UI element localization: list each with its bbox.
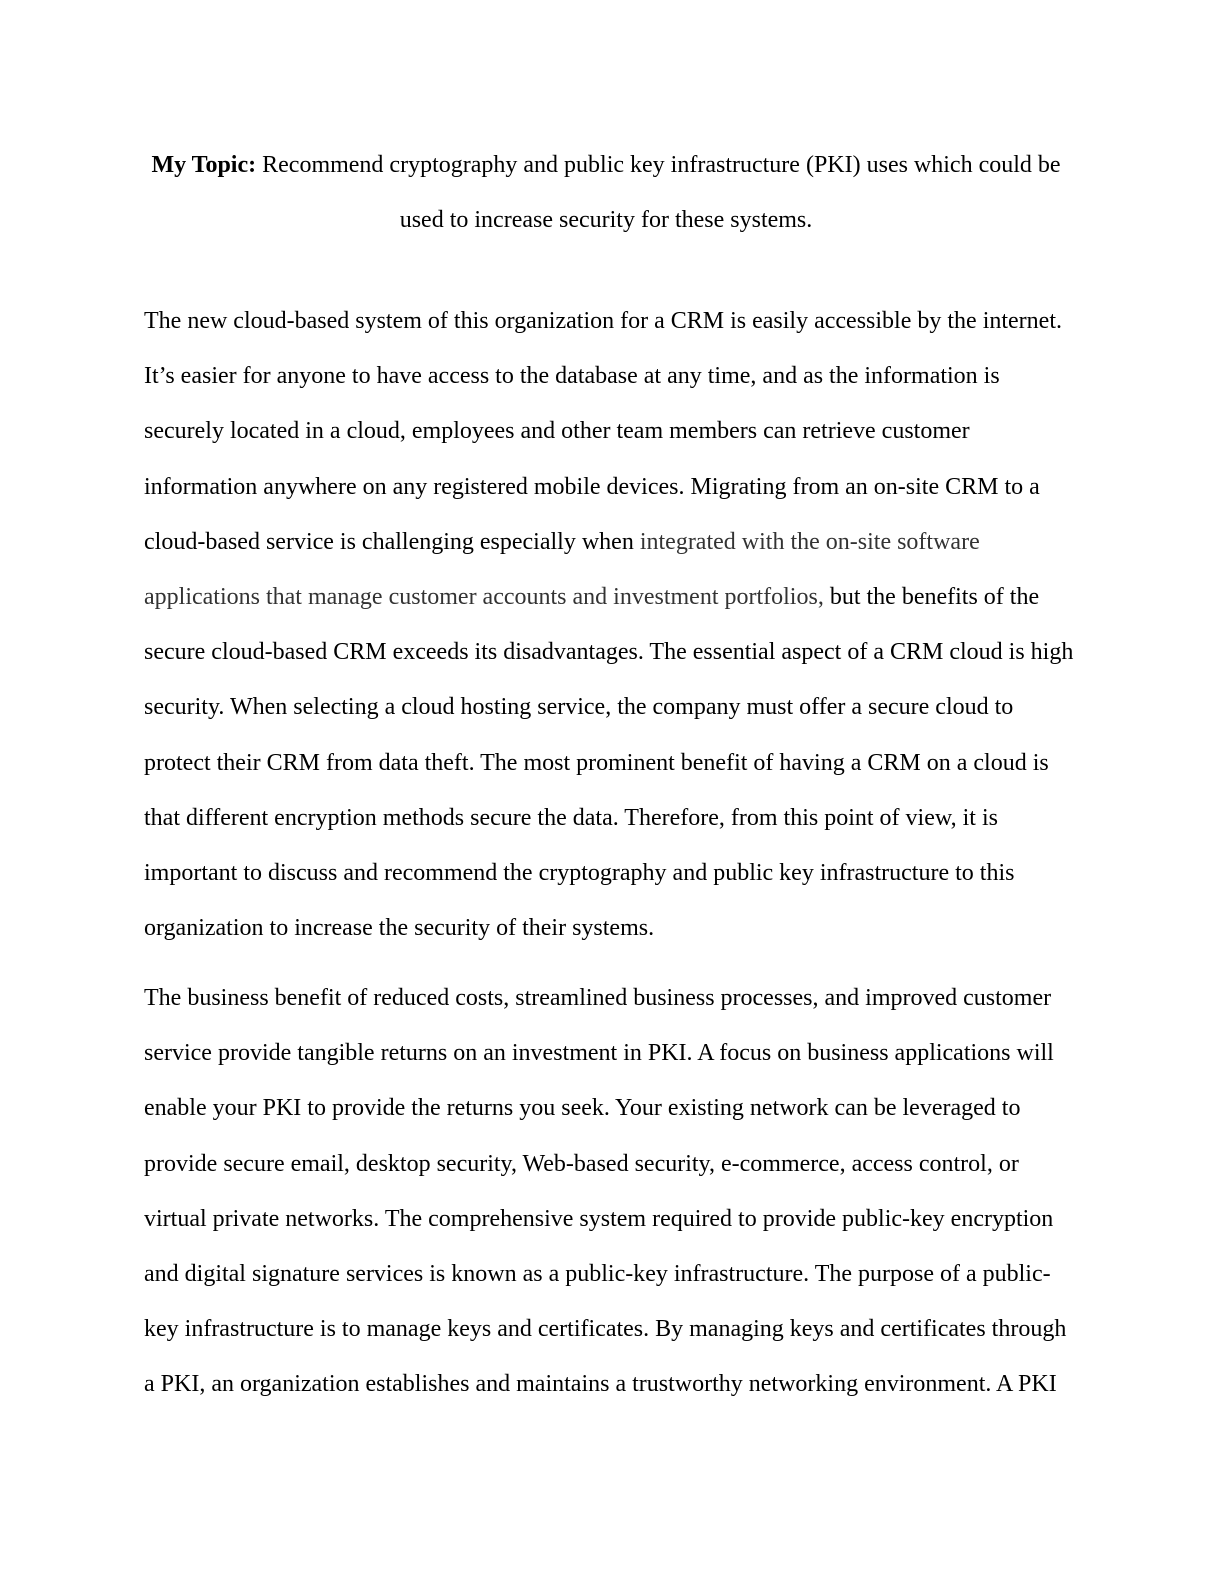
topic-text-line-2: used to increase security for these systems. (399, 207, 813, 233)
paragraph-line (144, 515, 1084, 570)
paragraph-line: information anywhere on any registered mobile devices. Migrating from an on-site CRM to a (144, 473, 1040, 500)
paragraph-line: The business benefit of reduced costs, streamlined business processes, and improved customer (144, 985, 1052, 1011)
paragraph-line: enable your PKI to provide the returns you seek. Your existing network can be leveraged to (144, 1095, 1021, 1122)
paragraph-text: cloud-based service is challenging especially when (144, 528, 640, 555)
paragraph-pki-benefits (144, 971, 1084, 1413)
paragraph-text-grey: integrated with the on-site software (639, 528, 980, 555)
paragraph-line: that different encryption methods secure the data. Therefore, from this point of view, it is (144, 804, 998, 831)
paragraph-line: key infrastructure is to manage keys and certificates. By managing keys and certificates through (144, 1316, 1067, 1343)
paragraph-line: important to discuss and recommend the cryptography and public key infrastructure to this (144, 859, 1015, 886)
paragraph-line: securely located in a cloud, employees and other team members can retrieve customer (144, 418, 970, 445)
paragraph-line: and digital signature services is known as a public-key infrastructure. The purpose of a public- (144, 1260, 1051, 1287)
topic-label: My Topic: (151, 152, 257, 178)
paragraph-line: secure cloud-based CRM exceeds its disadvantages. The essential aspect of a CRM cloud is high (144, 639, 1074, 666)
paragraph-line: organization to increase the security of their systems. (144, 915, 655, 942)
paragraph-text: but the benefits of the (823, 583, 1040, 610)
paragraph-text-grey: applications that manage customer accounts and investment portfolios, (144, 583, 824, 610)
paragraph-line: provide secure email, desktop security, Web-based security, e-commerce, access control, or (144, 1150, 1019, 1177)
paragraph-line: protect their CRM from data theft. The most prominent benefit of having a CRM on a cloud is (144, 749, 1049, 776)
paragraph-line: service provide tangible returns on an investment in PKI. A focus on business applications will (144, 1040, 1054, 1067)
paragraph-line: It’s easier for anyone to have access to the database at any time, and as the information is (144, 363, 1000, 390)
paragraph-line: The new cloud-based system of this organization for a CRM is easily accessible by the internet. (144, 308, 1062, 334)
paragraph-intro (144, 294, 1084, 956)
topic-text-line-1: Recommend cryptography and public key infrastructure (PKI) uses which could be (256, 152, 1061, 178)
paragraph-line (144, 570, 1084, 625)
paragraph-line: virtual private networks. The comprehensive system required to provide public-key encryption (144, 1205, 1054, 1232)
paragraph-line: a PKI, an organization establishes and maintains a trustworthy networking environment. A PKI (144, 1371, 1057, 1398)
paragraph-line: security. When selecting a cloud hosting service, the company must offer a secure cloud to (144, 694, 1014, 721)
topic-heading (144, 138, 1068, 248)
